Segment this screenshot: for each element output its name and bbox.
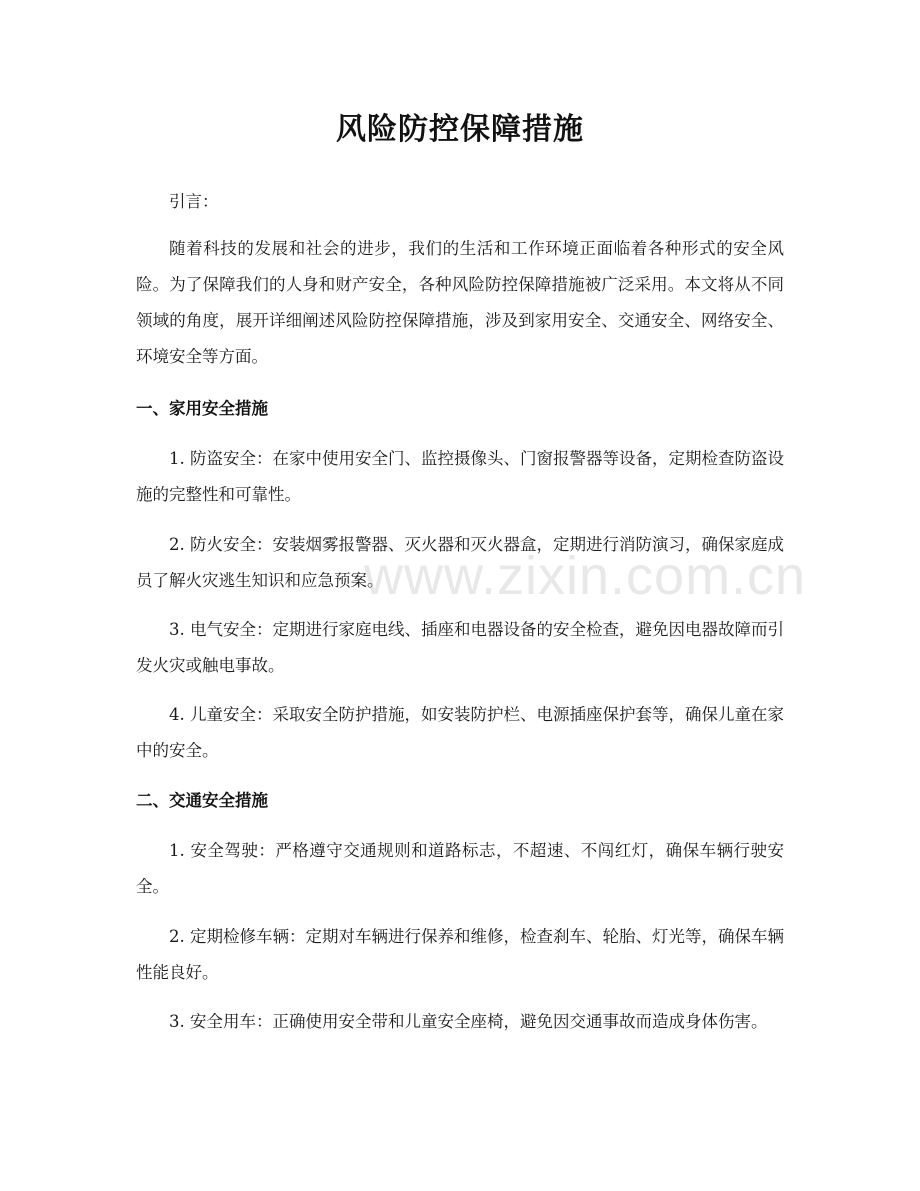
list-item: 3. 安全用车：正确使用安全带和儿童安全座椅，避免因交通事故而造成身体伤害。 <box>169 1012 768 1031</box>
intro-paragraph: 随着科技的发展和社会的进步，我们的生活和工作环境正面临着各种形式的安全风险。为了保障我们的人身和财产安全，各种风险防控保障措施被广泛采用。本文将从不同领域的角度，展开详细阐述风险防控保障措施，涉及到家用安全、交通安全、网络安全、环境安全等方面。 <box>136 239 784 366</box>
list-item: 1. 安全驾驶：严格遵守交通规则和道路标志，不超速、不闯红灯，确保车辆行驶安全。 <box>136 841 784 896</box>
intro-label: 引言： <box>169 192 219 211</box>
list-item: 3. 电气安全：定期进行家庭电线、插座和电器设备的安全检查，避免因电器故障而引发火灾或触电事故。 <box>136 620 784 675</box>
list-item: 1. 防盗安全：在家中使用安全门、监控摄像头、门窗报警器等设备，定期检查防盗设施的完整性和可靠性。 <box>136 449 784 504</box>
watermark-text: www.zixin.com.cn <box>364 546 807 606</box>
section-heading-traffic-safety: 二、交通安全措施 <box>136 791 268 810</box>
list-item: 2. 定期检修车辆：定期对车辆进行保养和维修，检查刹车、轮胎、灯光等，确保车辆性能良好。 <box>136 927 784 982</box>
list-item: 4. 儿童安全：采取安全防护措施，如安装防护栏、电源插座保护套等，确保儿童在家中的安全。 <box>136 705 784 760</box>
list-item: 2. 防火安全：安装烟雾报警器、灭火器和灭火器盒，定期进行消防演习，确保家庭成员了解火灾逃生知识和应急预案。 <box>136 535 784 590</box>
section-heading-home-safety: 一、家用安全措施 <box>136 399 268 418</box>
document-title: 风险防控保障措施 <box>336 112 584 147</box>
